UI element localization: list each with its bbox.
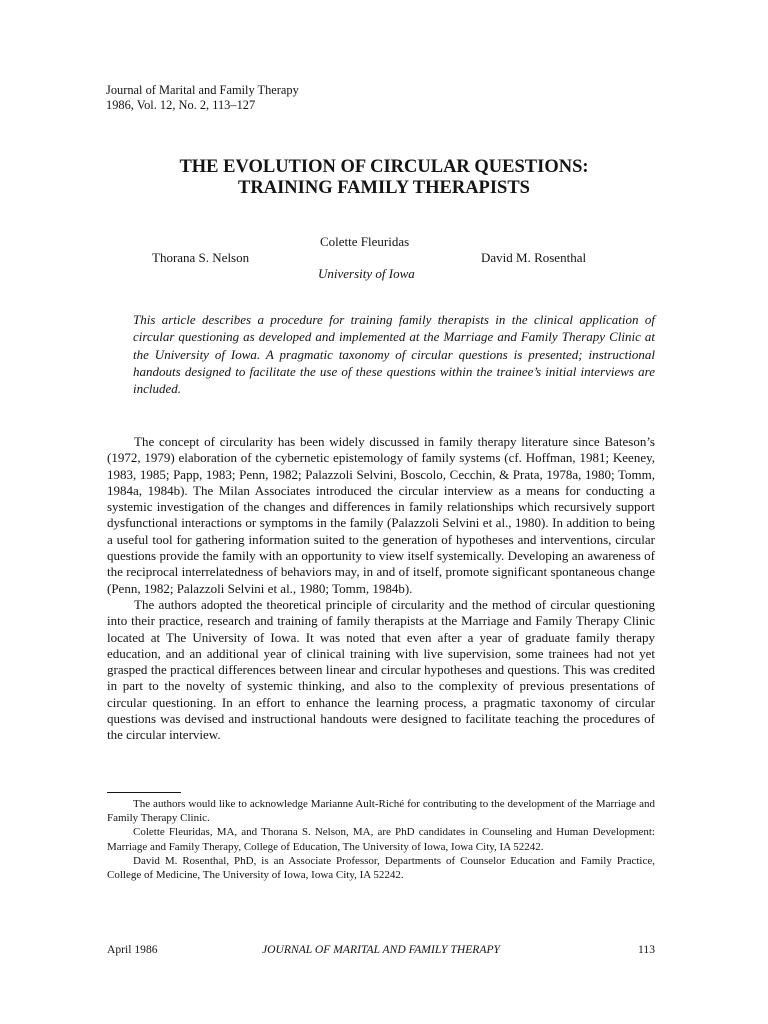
author-left: Thorana S. Nelson	[152, 250, 250, 265]
journal-volume-info: 1986, Vol. 12, No. 2, 113–127	[106, 98, 256, 112]
journal-citation-header	[106, 83, 299, 113]
footnote-acknowledgment: The authors would like to acknowledge Marianne Ault-Riché for contributing to the development of the Marriage and Family Therapy Clinic.	[107, 798, 655, 825]
author-center: Colette Fleuridas	[320, 234, 410, 249]
body-paragraph-2: The authors adopted the theoretical principle of circularity and the method of circular questioning into their practice, research and training of family therapists at the Marriage and Family Therapy Clinic located at The University of Iowa. It was noted that even after a year of graduate family therapy education, and an additional year of clinical training with live supervision, some trainees had not yet grasped the practical differences between linear and circular hypotheses and questions. This was credited in part to the novelty of systemic thinking, and also to the complexity of previous presentations of circular questioning. In an effort to enhance the learning process, a pragmatic taxonomy of circular questions was devised and instructional handouts were designed to facilitate teaching the procedures of the circular interview.	[107, 596, 655, 743]
footer-date: April 1986	[107, 943, 158, 956]
footnote-author-affiliation: David M. Rosenthal, PhD, is an Associate Professor, Departments of Counselor Education and Family Practice, College of Medicine, The University of Iowa, Iowa City, IA 52242.	[107, 854, 655, 882]
footer-journal-name: JOURNAL OF MARITAL AND FAMILY THERAPY	[262, 943, 500, 956]
body-paragraph-1: The concept of circularity has been widely discussed in family therapy literature since Bateson’s (1972, 1979) elaboration of the cybernetic epistemology of family systems (cf. Hoffman, 1981; Keeney, 1983, 1985; Papp, 1983; Penn, 1982; Palazzoli Selvini, Boscolo, Cecchin, & Prata, 1978a, 1980; Tomm, 1984a, 1984b). The Milan Associates introduced the circular interview as a means for conducting a systemic investigation of the changes and differences in family relationships which recursively support dysfunctional interactions or symptoms in the family (Palazzoli Selvini et al., 1980). In addition to being a useful tool for gathering information suited to the generation of hypotheses and interventions, circular questions provide the family with an opportunity to view itself systemically. Developing an awareness of the reciprocal interrelatedness of behaviors may, in and of itself, promote significant spontaneous change (Penn, 1982; Palazzoli Selvini et al., 1980; Tomm, 1984b).	[107, 434, 655, 596]
article-title-line-2: TRAINING FAMILY THERAPISTS	[238, 177, 530, 198]
article-title	[100, 157, 668, 198]
author-right: David M. Rosenthal	[481, 250, 587, 265]
author-affiliation: University of Iowa	[318, 266, 415, 281]
article-title-line-1: THE EVOLUTION OF CIRCULAR QUESTIONS:	[179, 157, 589, 177]
abstract: This article describes a procedure for training family therapists in the clinical application of circular questioning as developed and implemented at the Marriage and Family Therapy Clinic at the University of Iowa. A pragmatic taxonomy of circular questions is presented; instructional handouts designed to facilitate the use of these questions within the trainee’s initial interviews are included.	[133, 312, 655, 397]
footnotes	[107, 797, 655, 882]
footnote-author-credentials: Colette Fleuridas, MA, and Thorana S. Nelson, MA, are PhD candidates in Counseling and Human Development: Marriage and Family Therapy, College of Education, The University of Iowa, Iowa City, IA 52242.	[107, 826, 655, 853]
page-number: 113	[638, 943, 655, 956]
footnote-divider	[107, 792, 181, 793]
journal-name: Journal of Marital and Family Therapy	[106, 83, 299, 97]
article-body	[107, 434, 655, 744]
